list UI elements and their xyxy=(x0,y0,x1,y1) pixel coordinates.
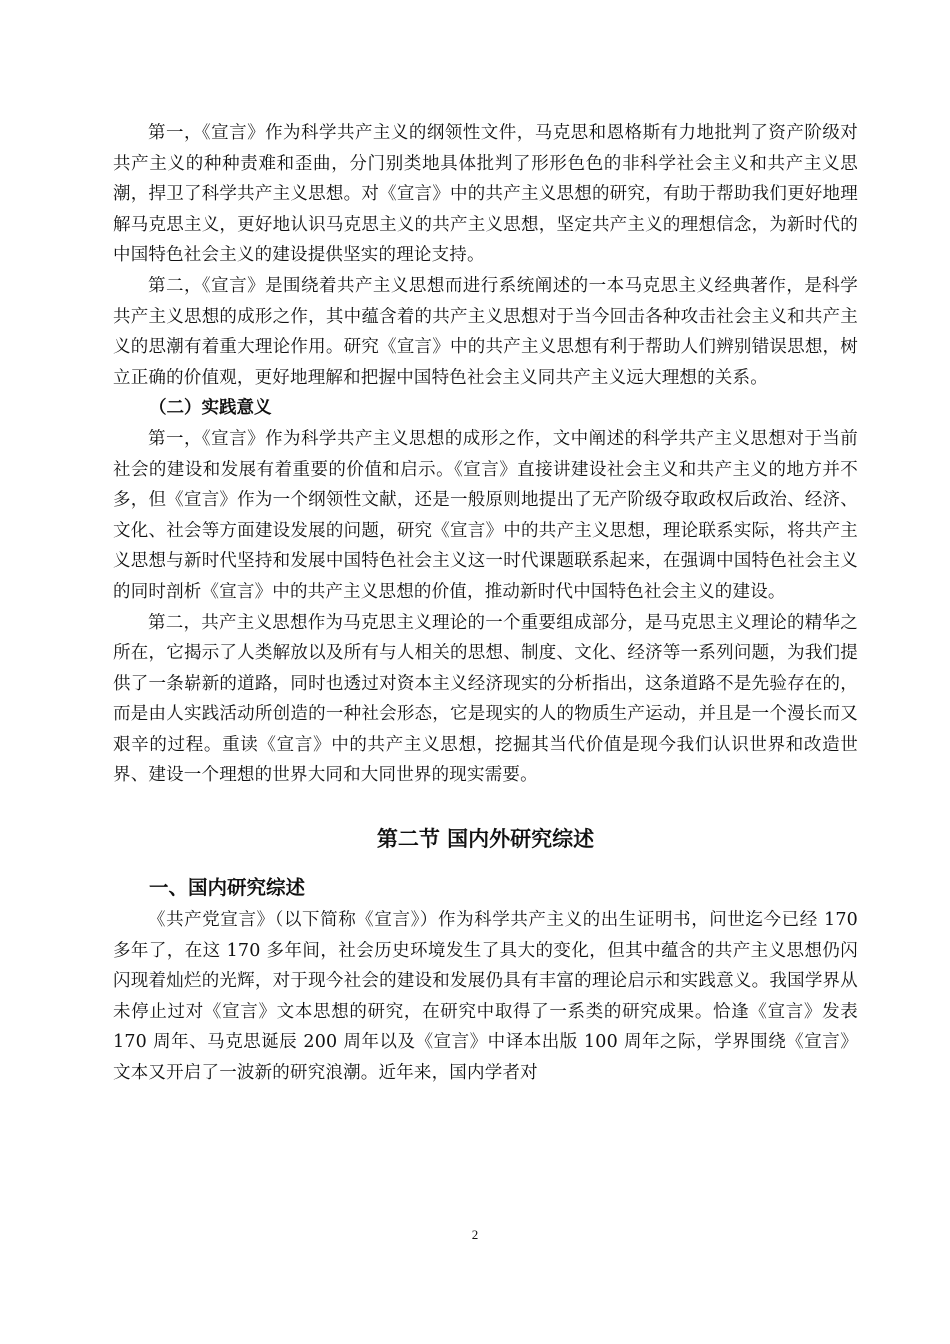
subsection-title: 一、国内研究综述 xyxy=(149,876,306,900)
section-title: 第二节 国内外研究综述 xyxy=(376,827,595,852)
page-number: 2 xyxy=(471,1227,479,1242)
page-body xyxy=(113,118,858,1089)
paragraph-domestic-review: 《共产党宣言》（以下简称《宣言》）作为科学共产主义的出生证明书，问世迄今已经 170 多年了，在这 170 多年间，社会历史环境发生了具大的变化，但其中蕴含的共产主义思想仍闪闪现着灿烂的光辉，对于现今社会的建设和发展仍具有丰富的理论启示和实践意义。我国学界从未停止过对《宣言》文本思想的研究，在研究中取得了一系类的研究成果。恰逢《宣言》发表 170 周年、马克思诞辰 200 周年以及《宣言》中译本出版 100 周年之际，学界围绕《宣言》文本又开启了一波新的研究浪潮。近年来，国内学者对 xyxy=(113,910,858,1084)
subheading-practical-significance: （二）实践意义 xyxy=(149,398,272,419)
paragraph-practice-first: 第一，《宣言》作为科学共产主义思想的成形之作，文中阐述的科学共产主义思想对于当前社会的建设和发展有着重要的价值和启示。《宣言》直接讲建设社会主义和共产主义的地方并不多，但《宣言》作为一个纲领性文献，还是一般原则地提出了无产阶级夺取政权后政治、经济、文化、社会等方面建设发展的问题，研究《宣言》中的共产主义思想，理论联系实际，将共产主义思想与新时代坚持和发展中国特色社会主义这一时代课题联系起来，在强调中国特色社会主义的同时剖析《宣言》中的共产主义思想的价值，推动新时代中国特色社会主义的建设。 xyxy=(113,428,858,602)
paragraph-practice-second: 第二，共产主义思想作为马克思主义理论的一个重要组成部分，是马克思主义理论的精华之所在，它揭示了人类解放以及所有与人相关的思想、制度、文化、经济等一系列问题，为我们提供了一条崭新的道路，同时也透过对资本主义经济现实的分析指出，这条道路不是先验存在的，而是由人实践活动所创造的一种社会形态，它是现实的人的物质生产运动，并且是一个漫长而又艰辛的过程。重读《宣言》中的共产主义思想，挖掘其当代价值是现今我们认识世界和改造世界、建设一个理想的世界大同和大同世界的现实需要。 xyxy=(113,612,858,786)
paragraph-theory-first: 第一，《宣言》作为科学共产主义的纲领性文件，马克思和恩格斯有力地批判了资产阶级对共产主义的种种责难和歪曲，分门别类地具体批判了形形色色的非科学社会主义和共产主义思潮，捍卫了科学共产主义思想。对《宣言》中的共产主义思想的研究，有助于帮助我们更好地理解马克思主义，更好地认识马克思主义的共产主义思想，坚定共产主义的理想信念，为新时代的中国特色社会主义的建设提供坚实的理论支持。 xyxy=(113,123,858,266)
paragraph-theory-second: 第二，《宣言》是围绕着共产主义思想而进行系统阐述的一本马克思主义经典著作，是科学共产主义思想的成形之作，其中蕴含着的共产主义思想对于当今回击各种攻击社会主义和共产主义的思潮有着重大理论作用。研究《宣言》中的共产主义思想有利于帮助人们辨别错误思想，树立正确的价值观，更好地理解和把握中国特色社会主义同共产主义远大理想的关系。 xyxy=(113,275,858,388)
